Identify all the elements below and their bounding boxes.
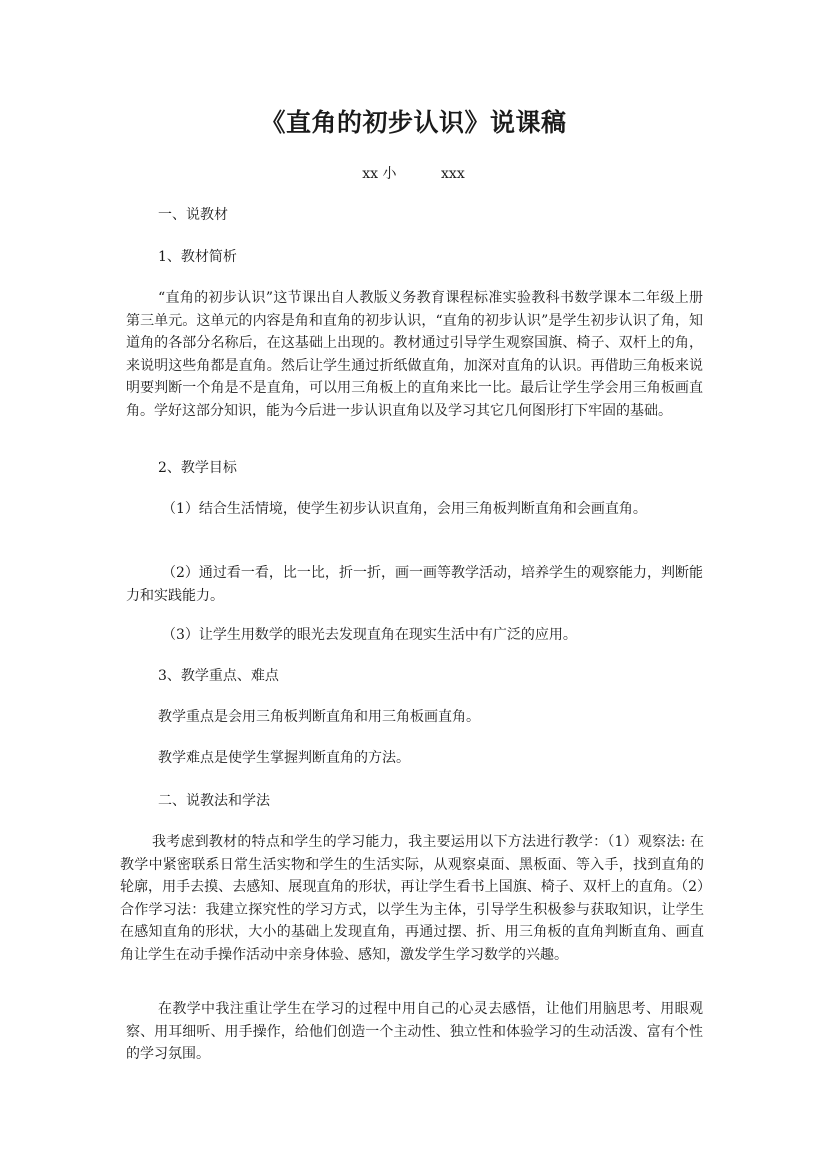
textbook-analysis-paragraph: “直角的初步认识”这节课出自人教版义务教育课程标准实验教科书数学课本二年级上册第三单元。这单元的内容是角和直角的初步认识，“直角的初步认识”是学生初步认识了角，知道角的各部分名称后，在这基础上出现的。教材通过引导学生观察国旗、椅子、双杆上的角，来说明这些角都是直角。然后让学生通过折纸做直角，加深对直角的认识。再借助三角板来说明要判断一个角是不是直角，可以用三角板上的直角来比一比。最后让学生学会用三角板画直角。学好这部分知识，能为今后进一步认识直角以及学习其它几何图形打下牢固的基础。 (126, 290, 703, 419)
methods-paragraph: 我考虑到教材的特点和学生的学习能力，我主要运用以下方法进行教学：（1）观察法: 在教学中紧密联系日常生活实物和学生的生活实际，从观察桌面、黑板面、等入手，找到直角的轮廓，用手去摸、去感知、展现直角的形状，再让学生看书上国旗、椅子、双杆上的直角。（2）合作学习法：我建立探究性的学习方式，以学生为主体，引导学生积极参与获取知识，让学生在感知直角的形状，大小的基础上发现直角，再通过摆、折、用三角板的直角判断直角、画直角让学生在动手操作活动中亲身体验、感知，激发学生学习数学的兴趣。 (120, 834, 704, 963)
key-point-text: 教学重点是会用三角板判断直角和用三角板画直角。 (158, 709, 480, 725)
difficulty-text: 教学难点是使学生掌握判断直角的方法。 (158, 750, 410, 766)
teaching-goal-2: （2）通过看一看，比一比，折一折，画一画等教学活动，培养学生的观察能力，判断能力和实践能力。 (126, 565, 703, 604)
learning-atmosphere-paragraph: 在教学中我注重让学生在学习的过程中用自己的心灵去感悟，让他们用脑思考、用眼观察、用耳细听、用手操作，给他们创造一个主动性、独立性和体验学习的生动活泼、富有个性的学习氛围。 (126, 1001, 703, 1062)
teaching-goal-1: （1）结合生活情境，使学生初步认识直角，会用三角板判断直角和会画直角。 (162, 501, 647, 517)
subsection-3-heading: 3、教学重点、难点 (158, 668, 279, 684)
teaching-goal-3: （3）让学生用数学的眼光去发现直角在现实生活中有广泛的应用。 (162, 627, 577, 643)
subsection-2-heading: 2、教学目标 (158, 460, 237, 476)
document-title: 《直角的初步认识》说课稿 (260, 108, 567, 137)
section-1-heading: 一、说教材 (158, 207, 228, 223)
author-line: xx 小 xxx (362, 166, 465, 182)
section-2-heading: 二、说教法和学法 (158, 793, 270, 809)
subsection-1-heading: 1、教材简析 (158, 249, 237, 265)
